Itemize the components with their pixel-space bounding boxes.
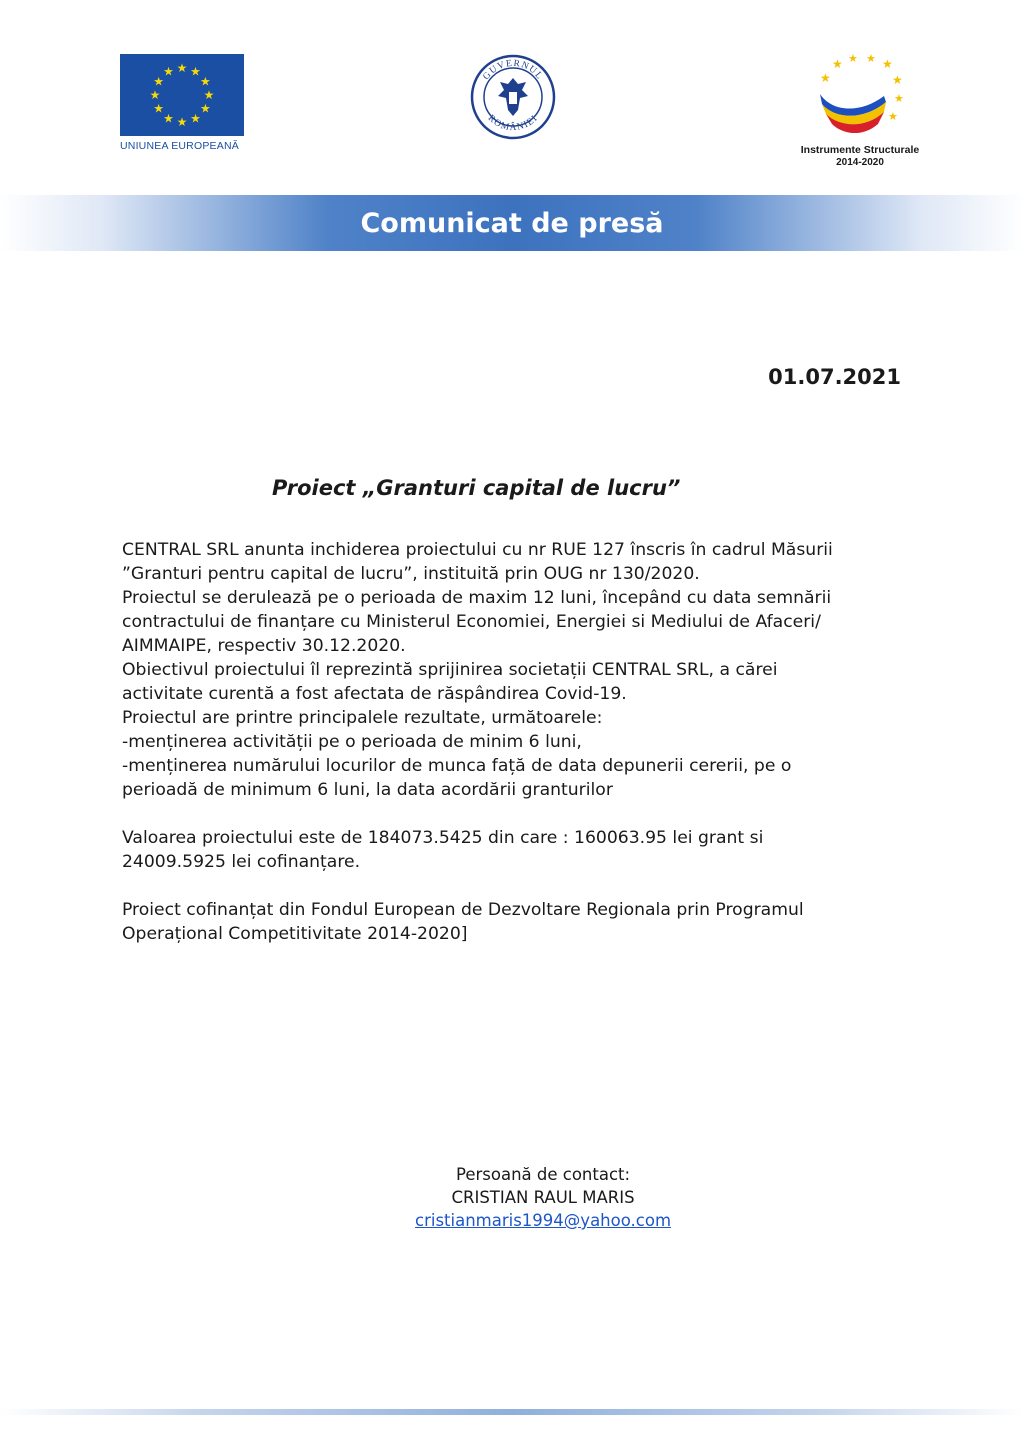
eu-star-icon: ★: [203, 88, 215, 102]
svg-text:★: ★: [894, 92, 904, 105]
eu-star-icon: ★: [200, 101, 211, 116]
project-title: Proiect „Granturi capital de lucru”: [272, 476, 681, 500]
body-line: activitate curentă a fost afectata de răspândirea Covid-19.: [122, 684, 627, 704]
cofinancing-line: Proiect cofinanțat din Fondul European de Dezvoltare Regionala prin Programul: [122, 900, 804, 920]
body-line: contractului de finanțare cu Ministerul Economiei, Energiei si Mediului de Afaceri/: [122, 612, 821, 632]
body-line: Proiectul are printre principalele rezultate, următoarele:: [122, 708, 603, 728]
body-line: Proiectul se derulează pe o perioada de maxim 12 luni, începând cu data semnării: [122, 588, 832, 608]
seal-text-top: GUVERNUL: [481, 58, 545, 83]
svg-text:★: ★: [866, 52, 876, 65]
svg-text:★: ★: [888, 110, 898, 123]
svg-text:★: ★: [848, 52, 858, 65]
contact-name: CRISTIAN RAUL MARIS: [451, 1188, 635, 1207]
contact-email-link[interactable]: cristianmaris1994@yahoo.com: [415, 1211, 672, 1230]
government-seal-logo: [470, 54, 556, 140]
structural-instruments-icon: [812, 52, 908, 142]
body-line: ”Granturi pentru capital de lucru”, instituită prin OUG nr 130/2020.: [122, 564, 700, 584]
is-caption-line1: Instrumente Structurale: [800, 144, 920, 156]
eu-star-icon: ★: [153, 74, 164, 89]
eu-caption: UNIUNEA EUROPEANĂ: [120, 140, 239, 152]
eu-star-icon: ★: [149, 88, 161, 102]
document-body: [122, 538, 912, 946]
instrumente-structurale-logo: [790, 52, 930, 168]
is-caption-line2: 2014-2020: [836, 157, 884, 168]
eu-star-icon: ★: [163, 111, 174, 126]
contact-label: Persoană de contact:: [455, 1165, 631, 1184]
seal-text-bottom: ROMÂNIEI: [485, 113, 541, 134]
body-line: CENTRAL SRL anunta inchiderea proiectului cu nr RUE 127 înscris în cadrul Măsurii: [122, 540, 833, 560]
body-line: Obiectivul proiectului îl reprezintă sprijinirea societații CENTRAL SRL, a cărei: [122, 660, 778, 680]
value-line: Valoarea proiectului este de 184073.5425 din care : 160063.95 lei grant si: [122, 828, 764, 848]
eu-star-icon: ★: [176, 115, 188, 129]
banner-title: Comunicat de presă: [360, 207, 664, 239]
value-line: 24009.5925 lei cofinanțare.: [122, 852, 361, 872]
document-date: 01.07.2021: [768, 365, 901, 389]
government-seal-icon: [470, 54, 556, 140]
press-release-banner: [0, 195, 1024, 251]
eu-star-icon: ★: [153, 101, 164, 116]
svg-text:★: ★: [832, 57, 843, 71]
body-line: perioadă de minimum 6 luni, la data acordării granturilor: [122, 780, 613, 800]
body-line: -menținerea numărului locurilor de munca față de data depunerii cererii, pe o: [122, 756, 792, 776]
body-line: -menținerea activității pe o perioada de minim 6 luni,: [122, 732, 582, 752]
svg-text:★: ★: [882, 57, 893, 71]
eu-star-icon: ★: [163, 64, 174, 79]
cofinancing-line: Operațional Competitivitate 2014-2020]: [122, 924, 468, 944]
footer-divider: [0, 1409, 1024, 1415]
eu-star-icon: ★: [200, 74, 211, 89]
contact-block: [415, 1163, 671, 1232]
eu-logo: [120, 54, 244, 152]
body-line: AIMMAIPE, respectiv 30.12.2020.: [122, 636, 406, 656]
svg-text:★: ★: [820, 71, 831, 85]
eu-flag-icon: [120, 54, 244, 136]
eu-star-icon: ★: [190, 64, 201, 79]
svg-text:★: ★: [892, 73, 903, 87]
eu-star-icon: ★: [176, 61, 188, 75]
eu-star-icon: ★: [190, 111, 201, 126]
